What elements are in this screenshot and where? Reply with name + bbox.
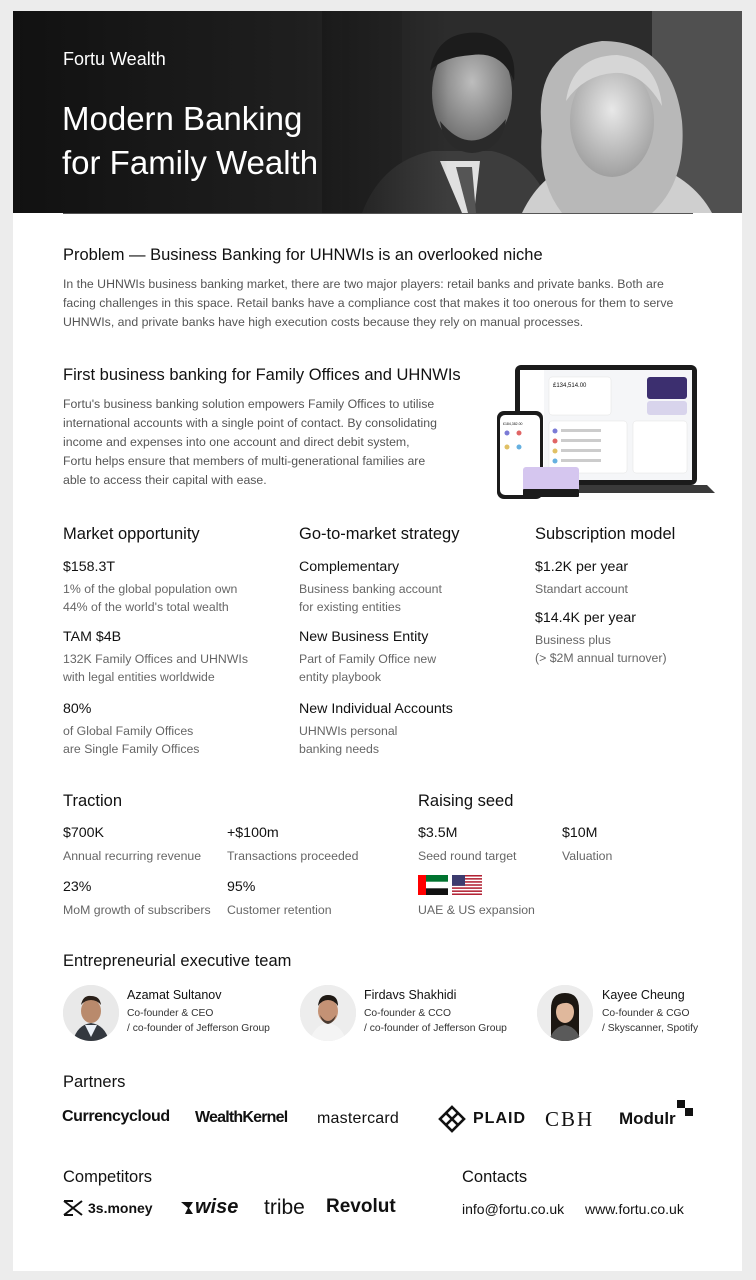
team-member-title: Co-founder & CGO (602, 1008, 690, 1019)
team-heading: Entrepreneurial executive team (63, 952, 292, 970)
cbh-logo: CBH (545, 1107, 595, 1131)
team-member-name: Kayee Cheung (602, 988, 685, 1002)
wise-flag-icon (179, 1199, 195, 1217)
team-member-note: / co-founder of Jefferson Group (127, 1023, 270, 1034)
market-desc (63, 580, 237, 616)
gtm-desc-line: UHNWIs personal (299, 724, 398, 738)
first-line: Fortu helps ensure that members of multi-generational families are (63, 454, 426, 468)
market-value: TAM $4B (63, 629, 122, 645)
traction-label: Annual recurring revenue (63, 849, 202, 863)
first-line: Fortu's business banking solution empowers Family Offices to utilise (63, 397, 435, 411)
market-desc (63, 722, 199, 758)
one-pager (13, 11, 742, 1271)
gtm-heading: Go-to-market strategy (299, 525, 460, 543)
team-member-name: Firdavs Shakhidi (364, 988, 457, 1002)
first-line: income and expenses into one account and direct debit system, (63, 435, 410, 449)
avatar (63, 985, 119, 1041)
first-line: international accounts with a single point of contact. By consolidating (63, 416, 437, 430)
gtm-value: New Individual Accounts (299, 701, 453, 717)
subscription-desc (535, 631, 667, 667)
competitors-heading: Competitors (63, 1168, 152, 1186)
currencycloud-logo: Currencycloud (62, 1108, 170, 1125)
team-member-note: / Skyscanner, Spotify (602, 1023, 699, 1034)
market-desc-line: are Single Family Offices (63, 742, 200, 756)
traction-value: $700K (63, 825, 105, 841)
gtm-desc-line: for existing entities (299, 600, 401, 614)
partners-heading: Partners (63, 1073, 126, 1091)
revolut-logo: Revolut (326, 1196, 396, 1217)
team-member-role (602, 1006, 698, 1036)
raising-value: $3.5M (418, 825, 458, 841)
market-heading: Market opportunity (63, 525, 200, 543)
market-desc (63, 650, 248, 686)
gtm-desc-line: entity playbook (299, 670, 382, 684)
contact-website[interactable]: www.fortu.co.uk (585, 1201, 684, 1217)
market-value: $158.3T (63, 559, 116, 575)
gtm-desc-line: Part of Family Office new (299, 652, 437, 666)
modulr-logo: Modulr (619, 1109, 676, 1128)
person-photo-icon (537, 985, 593, 1041)
raising-label: Valuation (562, 849, 613, 863)
hero-title-line-1: Modern Banking (62, 100, 303, 137)
subscription-heading: Subscription model (535, 525, 676, 543)
3s-money-icon (62, 1199, 84, 1217)
team-member-title: Co-founder & CCO (364, 1008, 451, 1019)
us-flag-icon (452, 875, 482, 895)
person-photo-icon (300, 985, 356, 1041)
hero-banner (13, 11, 742, 213)
divider (63, 213, 693, 214)
raising-value: $10M (562, 825, 598, 841)
traction-value: 23% (63, 879, 92, 895)
subscription-desc-line: Business plus (535, 633, 611, 647)
modulr-mark-icon (677, 1100, 693, 1116)
traction-heading: Traction (63, 792, 122, 810)
3s-money-logo: 3s.money (88, 1200, 153, 1216)
contacts-heading: Contacts (462, 1168, 528, 1186)
first-heading: First business banking for Family Offices and UHNWIs (63, 366, 461, 384)
contact-email[interactable]: info@fortu.co.uk (462, 1201, 565, 1217)
subscription-value: $1.2K per year (535, 559, 629, 575)
problem-heading: Problem — Business Banking for UHNWIs is an overlooked niche (63, 246, 543, 264)
wealthkernel-logo: WealthKernel (195, 1109, 288, 1126)
subscription-desc-line: (> $2M annual turnover) (535, 651, 667, 665)
market-desc-line: with legal entities worldwide (63, 670, 215, 684)
team-member-name: Azamat Sultanov (127, 988, 222, 1002)
gtm-desc-line: Business banking account (299, 582, 442, 596)
person-photo-icon (63, 985, 119, 1041)
traction-label: Customer retention (227, 903, 332, 917)
tribe-logo: tribe (264, 1196, 305, 1219)
market-desc-line: 44% of the world's total wealth (63, 600, 229, 614)
traction-value: 95% (227, 879, 256, 895)
mastercard-logo: mastercard (317, 1110, 400, 1127)
mockup-balance: £134,514.00 (553, 383, 587, 389)
mockup-phone-balance: £184,382.00 (503, 422, 523, 426)
plaid-icon (438, 1105, 466, 1133)
gtm-desc (299, 580, 442, 616)
team-member-note: / co-founder of Jefferson Group (364, 1023, 507, 1034)
plaid-logo: PLAID (473, 1110, 526, 1127)
team-member-role (127, 1006, 270, 1036)
problem-line: UHNWIs, and private banks have high execution costs because they rely on manual processes. (63, 315, 584, 329)
app-mockup (483, 363, 715, 499)
expansion-label: UAE & US expansion (418, 903, 535, 917)
uae-flag-icon (418, 875, 448, 895)
raising-heading: Raising seed (418, 792, 514, 810)
hero-title-line-2: for Family Wealth (62, 144, 319, 181)
market-desc-line: of Global Family Offices (63, 724, 194, 738)
brand-name: Fortu Wealth (63, 49, 166, 69)
gtm-value: New Business Entity (299, 629, 429, 645)
gtm-value: Complementary (299, 559, 400, 575)
team-member-title: Co-founder & CEO (127, 1008, 214, 1019)
subscription-value: $14.4K per year (535, 610, 636, 626)
gtm-desc (299, 722, 397, 758)
problem-line: In the UHNWIs business banking market, there are two major players: retail banks and private banks. Both are (63, 277, 664, 291)
first-line: able to access their capital with ease. (63, 473, 267, 487)
traction-label: MoM growth of subscribers (63, 903, 211, 917)
raising-label: Seed round target (418, 849, 517, 863)
avatar (537, 985, 593, 1041)
traction-label: Transactions proceeded (227, 849, 359, 863)
problem-text (63, 275, 703, 332)
team-member-role (364, 1006, 507, 1036)
market-value: 80% (63, 701, 92, 717)
problem-line: facing challenges in this space. Retail banks have a compliance cost that makes it too onerous for them to serve (63, 296, 674, 310)
market-desc-line: 1% of the global population own (63, 582, 238, 596)
wise-logo: wise (195, 1196, 239, 1218)
subscription-desc: Standart account (535, 582, 628, 596)
gtm-desc-line: banking needs (299, 742, 379, 756)
first-text (63, 395, 473, 490)
market-desc-line: 132K Family Offices and UHNWIs (63, 652, 248, 666)
traction-value: +$100m (227, 825, 279, 841)
gtm-desc (299, 650, 436, 686)
avatar (300, 985, 356, 1041)
hero-title (62, 97, 392, 185)
